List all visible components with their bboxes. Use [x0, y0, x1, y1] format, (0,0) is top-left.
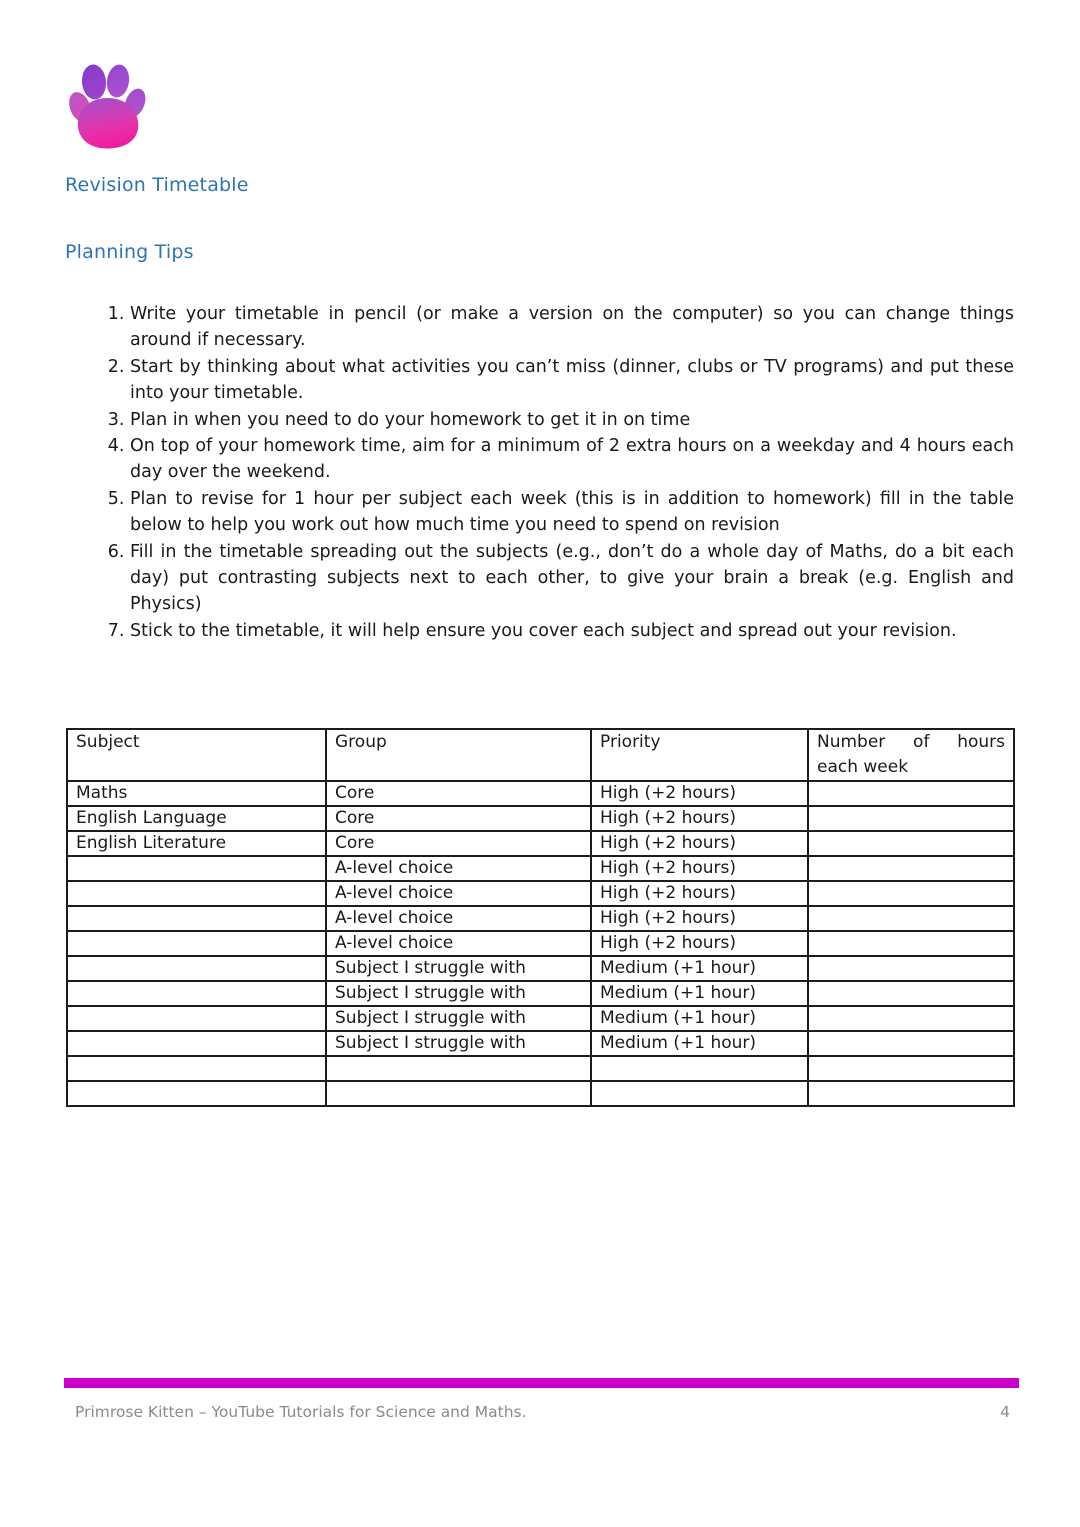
- footer-accent-bar: [64, 1378, 1019, 1388]
- cell-hours: [808, 856, 1014, 881]
- table-row: [67, 1006, 1014, 1031]
- paw-print-icon: [66, 60, 150, 152]
- cell-hours: [808, 1006, 1014, 1031]
- tip-item: 3. Plan in when you need to do your homework to get it in on time: [130, 407, 1014, 433]
- tip-item: 5. Plan to revise for 1 hour per subject each week (this is in addition to homework) fill in the table below to help you work out how much time you need to spend on revision: [130, 486, 1014, 539]
- table-row: [67, 881, 1014, 906]
- table-row: [67, 781, 1014, 806]
- cell-subject: English Language: [67, 806, 326, 831]
- tip-item: 6. Fill in the timetable spreading out the subjects (e.g., don’t do a whole day of Maths, do a bit each day) put contrasting subjects next to each other, to give your brain a break (e.g. English and Physics): [130, 539, 1014, 618]
- cell-group: Subject I struggle with: [326, 1031, 591, 1056]
- cell-priority: High (+2 hours): [591, 806, 808, 831]
- column-header-group: Group: [326, 729, 591, 781]
- cell-group: Subject I struggle with: [326, 1006, 591, 1031]
- cell-group: Subject I struggle with: [326, 981, 591, 1006]
- table-row: [67, 831, 1014, 856]
- cell-group: A-level choice: [326, 856, 591, 881]
- tip-item: 2. Start by thinking about what activities you can’t miss (dinner, clubs or TV programs) and put these into your timetable.: [130, 354, 1014, 407]
- cell-hours: [808, 1031, 1014, 1056]
- cell-hours: [808, 881, 1014, 906]
- cell-group: Subject I struggle with: [326, 956, 591, 981]
- cell-hours: [808, 981, 1014, 1006]
- page-title: Revision Timetable: [65, 174, 249, 196]
- cell-subject: [67, 1006, 326, 1031]
- table-row: [67, 806, 1014, 831]
- cell-subject: [67, 1056, 326, 1081]
- cell-group: Core: [326, 781, 591, 806]
- revision-table: [66, 728, 1015, 1107]
- cell-priority: [591, 1056, 808, 1081]
- cell-hours: [808, 831, 1014, 856]
- footer-text: Primrose Kitten – YouTube Tutorials for Science and Maths.: [75, 1403, 527, 1421]
- cell-subject: [67, 906, 326, 931]
- cell-priority: High (+2 hours): [591, 856, 808, 881]
- table-row: [67, 981, 1014, 1006]
- cell-priority: High (+2 hours): [591, 831, 808, 856]
- cell-group: A-level choice: [326, 881, 591, 906]
- cell-priority: High (+2 hours): [591, 781, 808, 806]
- cell-subject: [67, 1081, 326, 1106]
- column-header-hours: Number of hours each week: [808, 729, 1014, 781]
- cell-subject: [67, 931, 326, 956]
- table-row: [67, 1081, 1014, 1106]
- cell-hours: [808, 781, 1014, 806]
- table-row: [67, 906, 1014, 931]
- cell-group: [326, 1081, 591, 1106]
- cell-subject: [67, 956, 326, 981]
- tip-item: 4. On top of your homework time, aim for a minimum of 2 extra hours on a weekday and 4 hours each day over the weekend.: [130, 433, 1014, 486]
- page-number: 4: [1000, 1403, 1010, 1421]
- cell-subject: [67, 1031, 326, 1056]
- column-header-subject: Subject: [67, 729, 326, 781]
- cell-subject: [67, 881, 326, 906]
- cell-hours: [808, 906, 1014, 931]
- tip-item: 7. Stick to the timetable, it will help ensure you cover each subject and spread out your revision.: [130, 618, 1014, 644]
- tip-item: 1. Write your timetable in pencil (or make a version on the computer) so you can change things around if necessary.: [130, 301, 1014, 354]
- cell-subject: [67, 856, 326, 881]
- table-row: [67, 931, 1014, 956]
- cell-priority: Medium (+1 hour): [591, 981, 808, 1006]
- page-footer: [75, 1403, 1010, 1421]
- cell-priority: Medium (+1 hour): [591, 1031, 808, 1056]
- table-row: [67, 856, 1014, 881]
- cell-subject: [67, 981, 326, 1006]
- column-header-priority: Priority: [591, 729, 808, 781]
- cell-priority: Medium (+1 hour): [591, 1006, 808, 1031]
- cell-group: A-level choice: [326, 931, 591, 956]
- cell-subject: Maths: [67, 781, 326, 806]
- cell-hours: [808, 956, 1014, 981]
- table-row: [67, 1056, 1014, 1081]
- cell-priority: Medium (+1 hour): [591, 956, 808, 981]
- cell-group: A-level choice: [326, 906, 591, 931]
- cell-subject: English Literature: [67, 831, 326, 856]
- cell-priority: [591, 1081, 808, 1106]
- cell-hours: [808, 806, 1014, 831]
- table-row: [67, 1031, 1014, 1056]
- cell-priority: High (+2 hours): [591, 906, 808, 931]
- table-header-row: [67, 729, 1014, 781]
- cell-priority: High (+2 hours): [591, 881, 808, 906]
- section-heading: Planning Tips: [65, 241, 194, 263]
- cell-group: Core: [326, 831, 591, 856]
- cell-group: [326, 1056, 591, 1081]
- cell-priority: High (+2 hours): [591, 931, 808, 956]
- planning-tips-list: [66, 301, 1014, 644]
- table-row: [67, 956, 1014, 981]
- cell-hours: [808, 1081, 1014, 1106]
- cell-hours: [808, 1056, 1014, 1081]
- cell-group: Core: [326, 806, 591, 831]
- cell-hours: [808, 931, 1014, 956]
